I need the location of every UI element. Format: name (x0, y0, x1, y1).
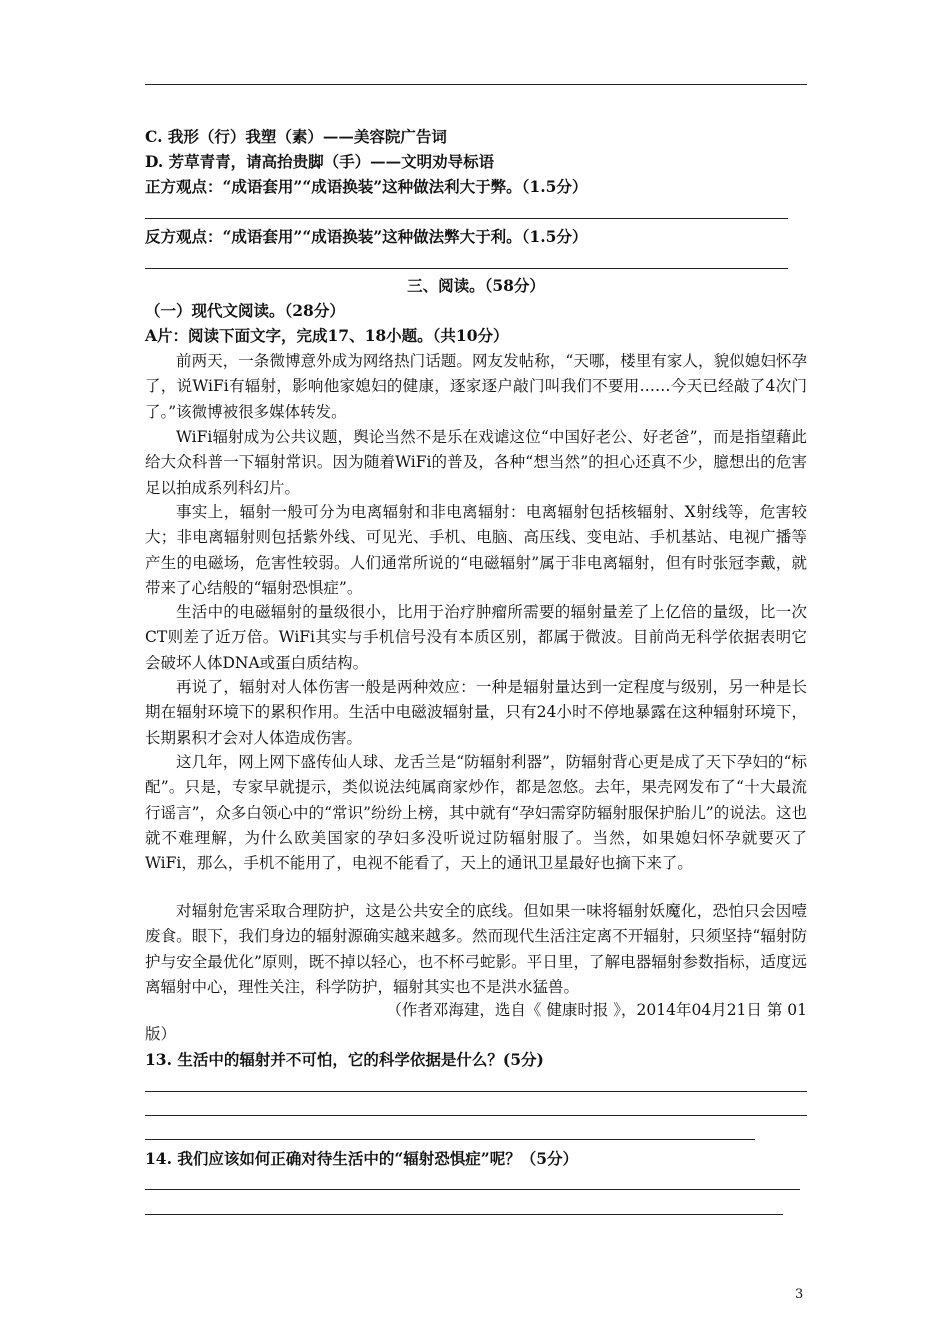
q14-answer-line-1[interactable] (145, 1189, 800, 1190)
question-14: 14. 我们应该如何正确对待生活中的“辐射恐惧症”呢？（5分） (145, 1149, 578, 1168)
article-source (145, 998, 807, 1046)
paragraph-5: 再说了，辐射对人体伤害一般是两种效应：一种是辐射量达到一定程度与级别，另一种是长期在辐射环境下的累积作用。生活中电磁波辐射量，只有24小时不停地暴露在这种辐射环境下，长期累积才会对人体造成伤害。 (145, 678, 807, 747)
pro-answer-line[interactable] (145, 218, 788, 219)
section-title: 三、阅读。（58分） (407, 276, 545, 295)
option-c: C. 我形（行）我塑（素）——美容院广告词 (145, 127, 447, 146)
source-line-2: 版） (145, 1025, 177, 1043)
option-d: D. 芳草青青，请高抬贵脚（手）——文明劝导标语 (145, 152, 495, 171)
paragraph-4: 生活中的电磁辐射的量级很小，比用于治疗肿瘤所需要的辐射量差了上亿倍的量级，比一次CT则差了近万倍。WiFi其实与手机信号没有本质区别，都属于微波。目前尚无科学依据表明它会破坏人体DNA或蛋白质结构。 (145, 603, 807, 672)
q14-answer-line-2[interactable] (145, 1214, 783, 1215)
source-line-1: （作者邓海建，选自《 健康时报 》，2014年04月21日 第 01 (386, 1001, 807, 1019)
top-rule (145, 84, 807, 85)
subsection-title: （一）现代文阅读。（28分） (145, 301, 345, 320)
paragraph-3: 事实上，辐射一般可分为电离辐射和非电离辐射：电离辐射包括核辐射、X射线等，危害较大；非电离辐射则包括紫外线、可见光、手机、电脑、高压线、变电站、手机基站、电视广播等产生的电磁场，危害性较弱。人们通常所说的“电磁辐射”属于非电离辐射，但有时张冠李戴，就带来了心结般的“辐射恐惧症”。 (145, 503, 807, 597)
con-viewpoint: 反方观点：“成语套用”“成语换装”这种做法弊大于利。（1.5分） (145, 227, 588, 246)
paragraph-1: 前两天，一条微博意外成为网络热门话题。网友发帖称，“天哪，楼里有家人，貌似媳妇怀孕了，说WiFi有辐射，影响他家媳妇的健康，逐家逐户敲门叫我们不要用……今天已经敲了4次门了。”该微博被很多媒体转发。 (145, 352, 807, 421)
q13-answer-line-2[interactable] (145, 1115, 807, 1116)
question-13: 13. 生活中的辐射并不可怕，它的科学依据是什么？(5分) (145, 1050, 544, 1069)
page-number: 3 (795, 1287, 804, 1302)
paragraph-6: 这几年，网上网下盛传仙人球、龙舌兰是“防辐射利器”，防辐射背心更是成了天下孕妇的“标配”。只是，专家早就提示，类似说法纯属商家炒作，都是忽悠。去年，果壳网发布了“十大最流行谣言”，众多白领心中的“常识”纷纷上榜，其中就有“孕妇需穿防辐射服保护胎儿”的说法。这也就不难理解，为什么欧美国家的孕妇多没听说过防辐射服了。当然，如果媳妇怀孕就要灭了WiFi，那么，手机不能用了，电视不能看了，天上的通讯卫星最好也摘下来了。 (145, 753, 807, 873)
q13-answer-line-3[interactable] (145, 1139, 755, 1140)
q13-answer-line-1[interactable] (145, 1091, 807, 1092)
part-a-title: A片：阅读下面文字，完成17、18小题。（共10分） (145, 326, 509, 345)
pro-viewpoint: 正方观点：“成语套用”“成语换装”这种做法利大于弊。（1.5分） (145, 177, 588, 196)
con-answer-line[interactable] (145, 268, 788, 269)
paragraph-2: WiFi辐射成为公共议题，舆论当然不是乐在戏谑这位“中国好老公、好老爸”，而是指望藉此给大众科普一下辐射常识。因为随着WiFi的普及，各种“想当然”的担心还真不少，臆想出的危害足以拍成系列科幻片。 (145, 428, 807, 497)
paragraph-7: 对辐射危害采取合理防护，这是公共安全的底线。但如果一味将辐射妖魔化，恐怕只会因噎废食。眼下，我们身边的辐射源确实越来越多。然而现代生活注定离不开辐射，只须坚持“辐射防护与安全最优化”原则，既不掉以轻心，也不杯弓蛇影。平日里，了解电器辐射参数指标，适度远离辐射中心，理性关注，科学防护，辐射其实也不是洪水猛兽。 (145, 902, 807, 996)
